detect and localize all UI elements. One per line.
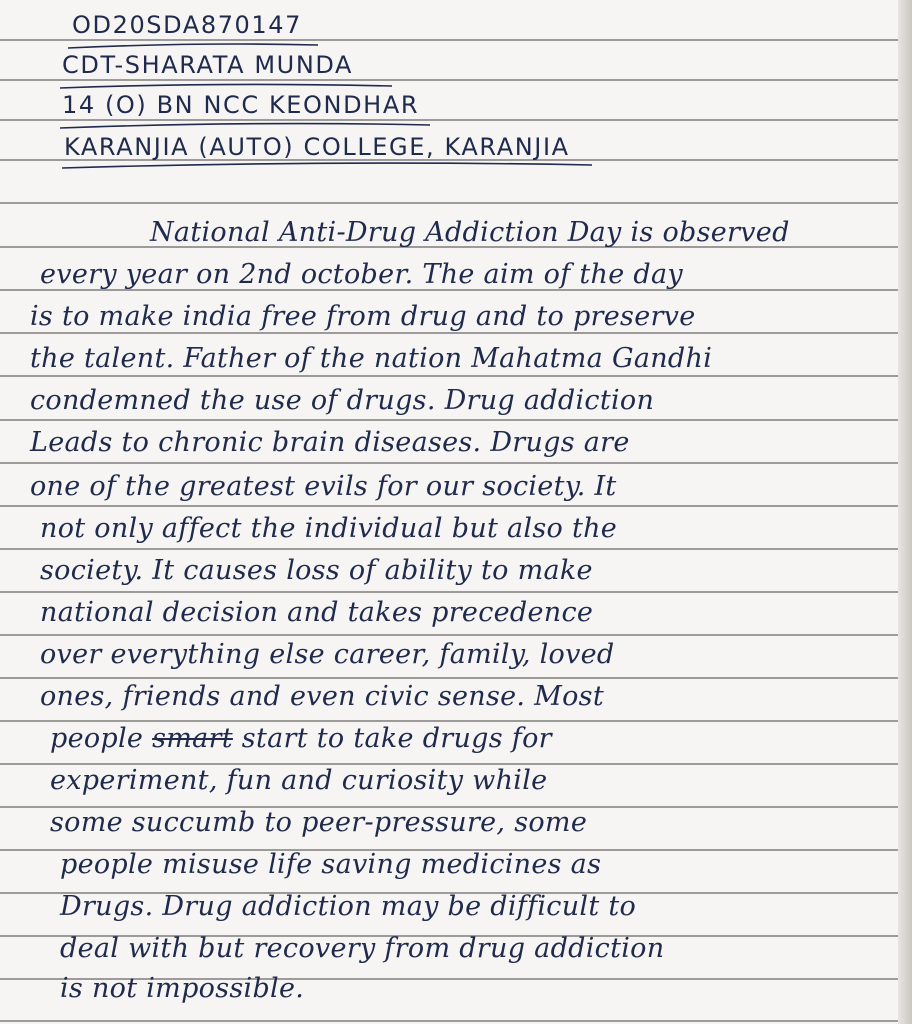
essay-line: over everything else career, family, loved bbox=[40, 639, 615, 670]
essay-line: Drugs. Drug addiction may be difficult to bbox=[60, 891, 637, 922]
essay-line: every year on 2nd october. The aim of the day bbox=[40, 259, 683, 290]
roll-number: OD20SDA870147 bbox=[72, 11, 303, 39]
essay-line: not only affect the individual but also the bbox=[40, 513, 618, 544]
cadet-name: CDT-SHARATA MUNDA bbox=[62, 51, 354, 79]
essay-line: deal with but recovery from drug addiction bbox=[60, 933, 665, 964]
essay-line: condemned the use of drugs. Drug addiction bbox=[30, 385, 655, 416]
essay-line: is not impossible. bbox=[60, 973, 305, 1004]
essay-line: is to make india free from drug and to preserve bbox=[30, 301, 696, 332]
essay-line: the talent. Father of the nation Mahatma Gandhi bbox=[30, 343, 713, 374]
struck-word: smart bbox=[152, 723, 233, 754]
essay-word: start to take drugs for bbox=[232, 723, 552, 754]
unit-name: 14 (O) BN NCC KEONDHAR bbox=[62, 91, 420, 119]
essay-line: Leads to chronic brain diseases. Drugs are bbox=[30, 427, 630, 458]
essay-line: people misuse life saving medicines as bbox=[60, 849, 602, 880]
essay-line: National Anti-Drug Addiction Day is observed bbox=[150, 217, 790, 248]
essay-line: some succumb to peer-pressure, some bbox=[50, 807, 588, 838]
essay-line: ones, friends and even civic sense. Most bbox=[40, 681, 604, 712]
essay-line-with-strike bbox=[50, 722, 552, 756]
essay-word: people bbox=[50, 723, 153, 754]
college-name: KARANJIA (AUTO) COLLEGE, KARANJIA bbox=[64, 133, 570, 161]
essay-line: society. It causes loss of ability to make bbox=[40, 555, 593, 586]
essay-line: experiment, fun and curiosity while bbox=[50, 765, 548, 796]
essay-line: national decision and takes precedence bbox=[40, 597, 594, 628]
essay-line: one of the greatest evils for our society. It bbox=[30, 471, 617, 502]
page-edge-shadow bbox=[898, 0, 912, 1024]
